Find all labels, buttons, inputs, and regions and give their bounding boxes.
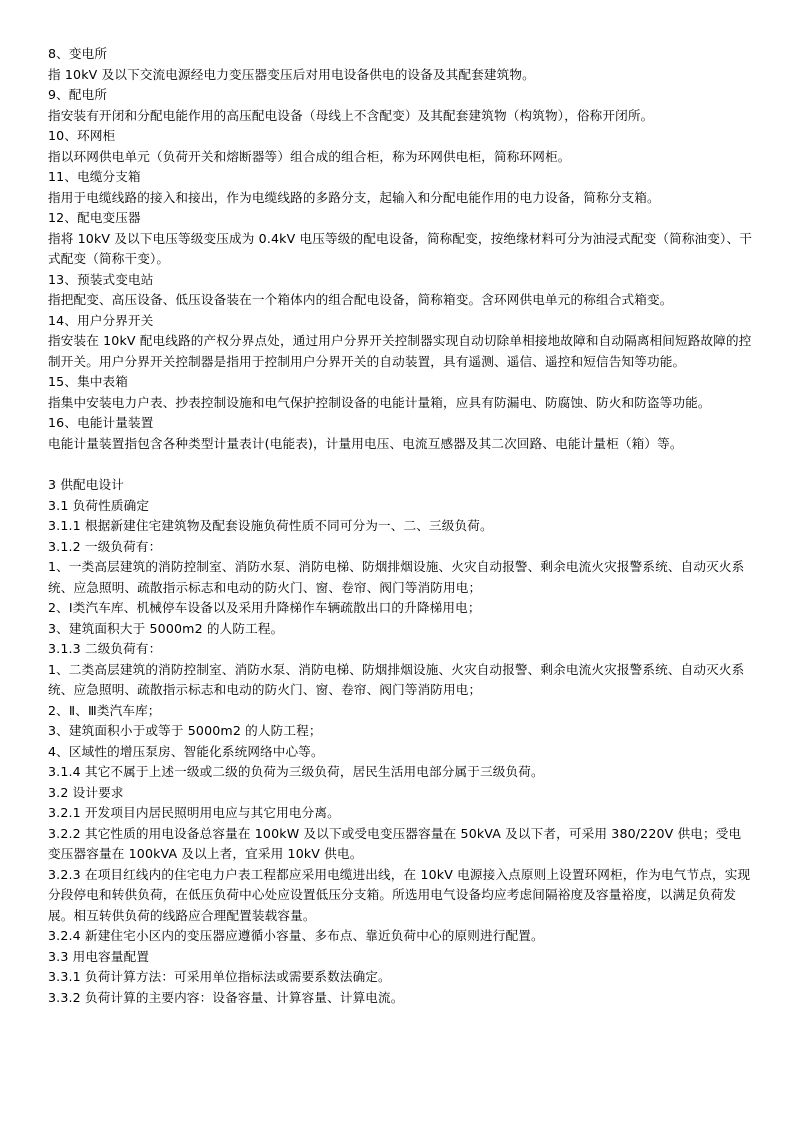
- heading-meter-box: 15、集中表箱: [48, 374, 129, 389]
- heading-distribution-station: 9、配电所: [48, 87, 108, 102]
- paragraph-user-boundary-switch: 指安装在 10kV 配电线路的产权分界点处，通过用户分界开关控制器实现自动切除单相接地故障和自动隔离相间短路故障的控制开关。用户分界开关控制器是指用于控制用户分界开关的自动装置，具有遥测、遥信、遥控和短信告知等功能。: [48, 333, 752, 369]
- paragraph-distribution-station: 指安装有开闭和分配电能作用的高压配电设备（母线上不含配变）及其配套建筑物（构筑物），俗称开闭所。: [48, 107, 654, 123]
- list-item-class2-4: 4、区域性的增压泵房、智能化系统网络中心等。: [48, 743, 324, 759]
- list-item-class1-2: 2、Ⅰ类汽车库、机械停车设备以及采用升降梯作车辆疏散出口的升降梯用电；: [48, 600, 481, 615]
- heading-metering-device: 16、电能计量装置: [48, 415, 154, 430]
- heading-distribution-transformer: 12、配电变压器: [48, 210, 141, 225]
- paragraph-meter-box: 指集中安装电力户表、抄表控制设施和电气保护控制设备的电能计量箱，应具有防漏电、防腐蚀、防火和防盗等功能。: [48, 394, 711, 410]
- paragraph-substation: 指 10kV 及以下交流电源经电力变压器变压后对用电设备供电的设备及其配套建筑物。: [48, 66, 535, 82]
- clause-3-3-1: 3.3.1 负荷计算方法：可采用单位指标法或需要系数法确定。: [48, 969, 391, 984]
- heading-substation: 8、变电所: [48, 46, 108, 61]
- clause-3-2-3: 3.2.3 在项目红线内的住宅电力户表工程都应采用电缆进出线，在 10kV 电源接入点原则上设置环网柜，作为电气节点，实现分段停电和转供负荷，在低压负荷中心处应设置低压分支箱。所选用电气设备均应考虑间隔裕度及容量裕度，以满足负荷发展。相互转供负荷的线路应合理配置装载容量。: [48, 866, 751, 923]
- list-item-class1-3: 3、建筑面积大于 5000m2 的人防工程。: [48, 620, 284, 636]
- paragraph-prefab-substation: 指把配变、高压设备、低压设备装在一个箱体内的组合配电设备，简称箱变。含环网供电单元的称组合式箱变。: [48, 292, 673, 307]
- list-item-class1-1: 1、一类高层建筑的消防控制室、消防水泵、消防电梯、防烟排烟设施、火灾自动报警、剩余电流火灾报警系统、自动灭火系统、应急照明、疏散指示标志和电动的防火门、窗、卷帘、阀门等消防用电；: [48, 559, 745, 595]
- clause-3-2-1: 3.2.1 开发项目内居民照明用电应与其它用电分离。: [48, 805, 340, 820]
- heading-user-boundary-switch: 14、用户分界开关: [48, 312, 154, 328]
- list-item-class2-2: 2、Ⅱ、Ⅲ类汽车库；: [48, 702, 161, 718]
- subsection-design-requirements: 3.2 设计要求: [48, 784, 124, 800]
- heading-ring-main-unit: 10、环网柜: [48, 128, 116, 143]
- clause-3-1-1: 3.1.1 根据新建住宅建筑物及配套设施负荷性质不同可分为一、二、三级负荷。: [48, 518, 493, 533]
- section-title-power-design: 3 供配电设计: [48, 477, 125, 492]
- list-item-class2-3: 3、建筑面积小于或等于 5000m2 的人防工程；: [48, 723, 322, 738]
- paragraph-distribution-transformer: 指将 10kV 及以下电压等级变压成为 0.4kV 电压等级的配电设备，简称配变，按绝缘材料可分为油浸式配变（简称油变）、干式配变（简称干变）。: [48, 230, 752, 266]
- clause-3-3-2: 3.3.2 负荷计算的主要内容：设备容量、计算容量、计算电流。: [48, 989, 404, 1005]
- list-item-class2-1: 1、二类高层建筑的消防控制室、消防水泵、消防电梯、防烟排烟设施、火灾自动报警、剩余电流火灾报警系统、自动灭火系统、应急照明、疏散指示标志和电动的防火门、窗、卷帘、阀门等消防用电；: [48, 661, 745, 697]
- blank-line: [48, 454, 754, 475]
- clause-3-2-2: 3.2.2 其它性质的用电设备总容量在 100kW 及以下或受电变压器容量在 50kVA 及以下者，可采用 380/220V 供电；受电变压器容量在 100kVA 及以上者，宜采用 10kV 供电。: [48, 825, 742, 861]
- paragraph-cable-branch-box: 指用于电缆线路的接入和接出，作为电缆线路的多路分支，起输入和分配电能作用的电力设备，简称分支箱。: [48, 189, 660, 205]
- clause-3-1-2: 3.1.2 一级负荷有：: [48, 538, 162, 554]
- heading-prefab-substation: 13、预装式变电站: [48, 271, 154, 287]
- document-page: [48, 44, 754, 1008]
- heading-cable-branch-box: 11、电缆分支箱: [48, 169, 141, 184]
- subsection-load-nature: 3.1 负荷性质确定: [48, 497, 150, 513]
- paragraph-ring-main-unit: 指以环网供电单元（负荷开关和熔断器等）组合成的组合柜，称为环网供电柜，简称环网柜。: [48, 148, 571, 164]
- subsection-capacity-config: 3.3 用电容量配置: [48, 948, 150, 964]
- clause-3-1-3: 3.1.3 二级负荷有：: [48, 641, 162, 656]
- clause-3-1-4: 3.1.4 其它不属于上述一级或二级的负荷为三级负荷，居民生活用电部分属于三级负荷。: [48, 764, 544, 779]
- clause-3-2-4: 3.2.4 新建住宅小区内的变压器应遵循小容量、多布点、靠近负荷中心的原则进行配置。: [48, 928, 544, 943]
- paragraph-metering-device: 电能计量装置指包含各种类型计量表计(电能表)，计量用电压、电流互感器及其二次回路、电能计量柜（箱）等。: [48, 435, 683, 451]
